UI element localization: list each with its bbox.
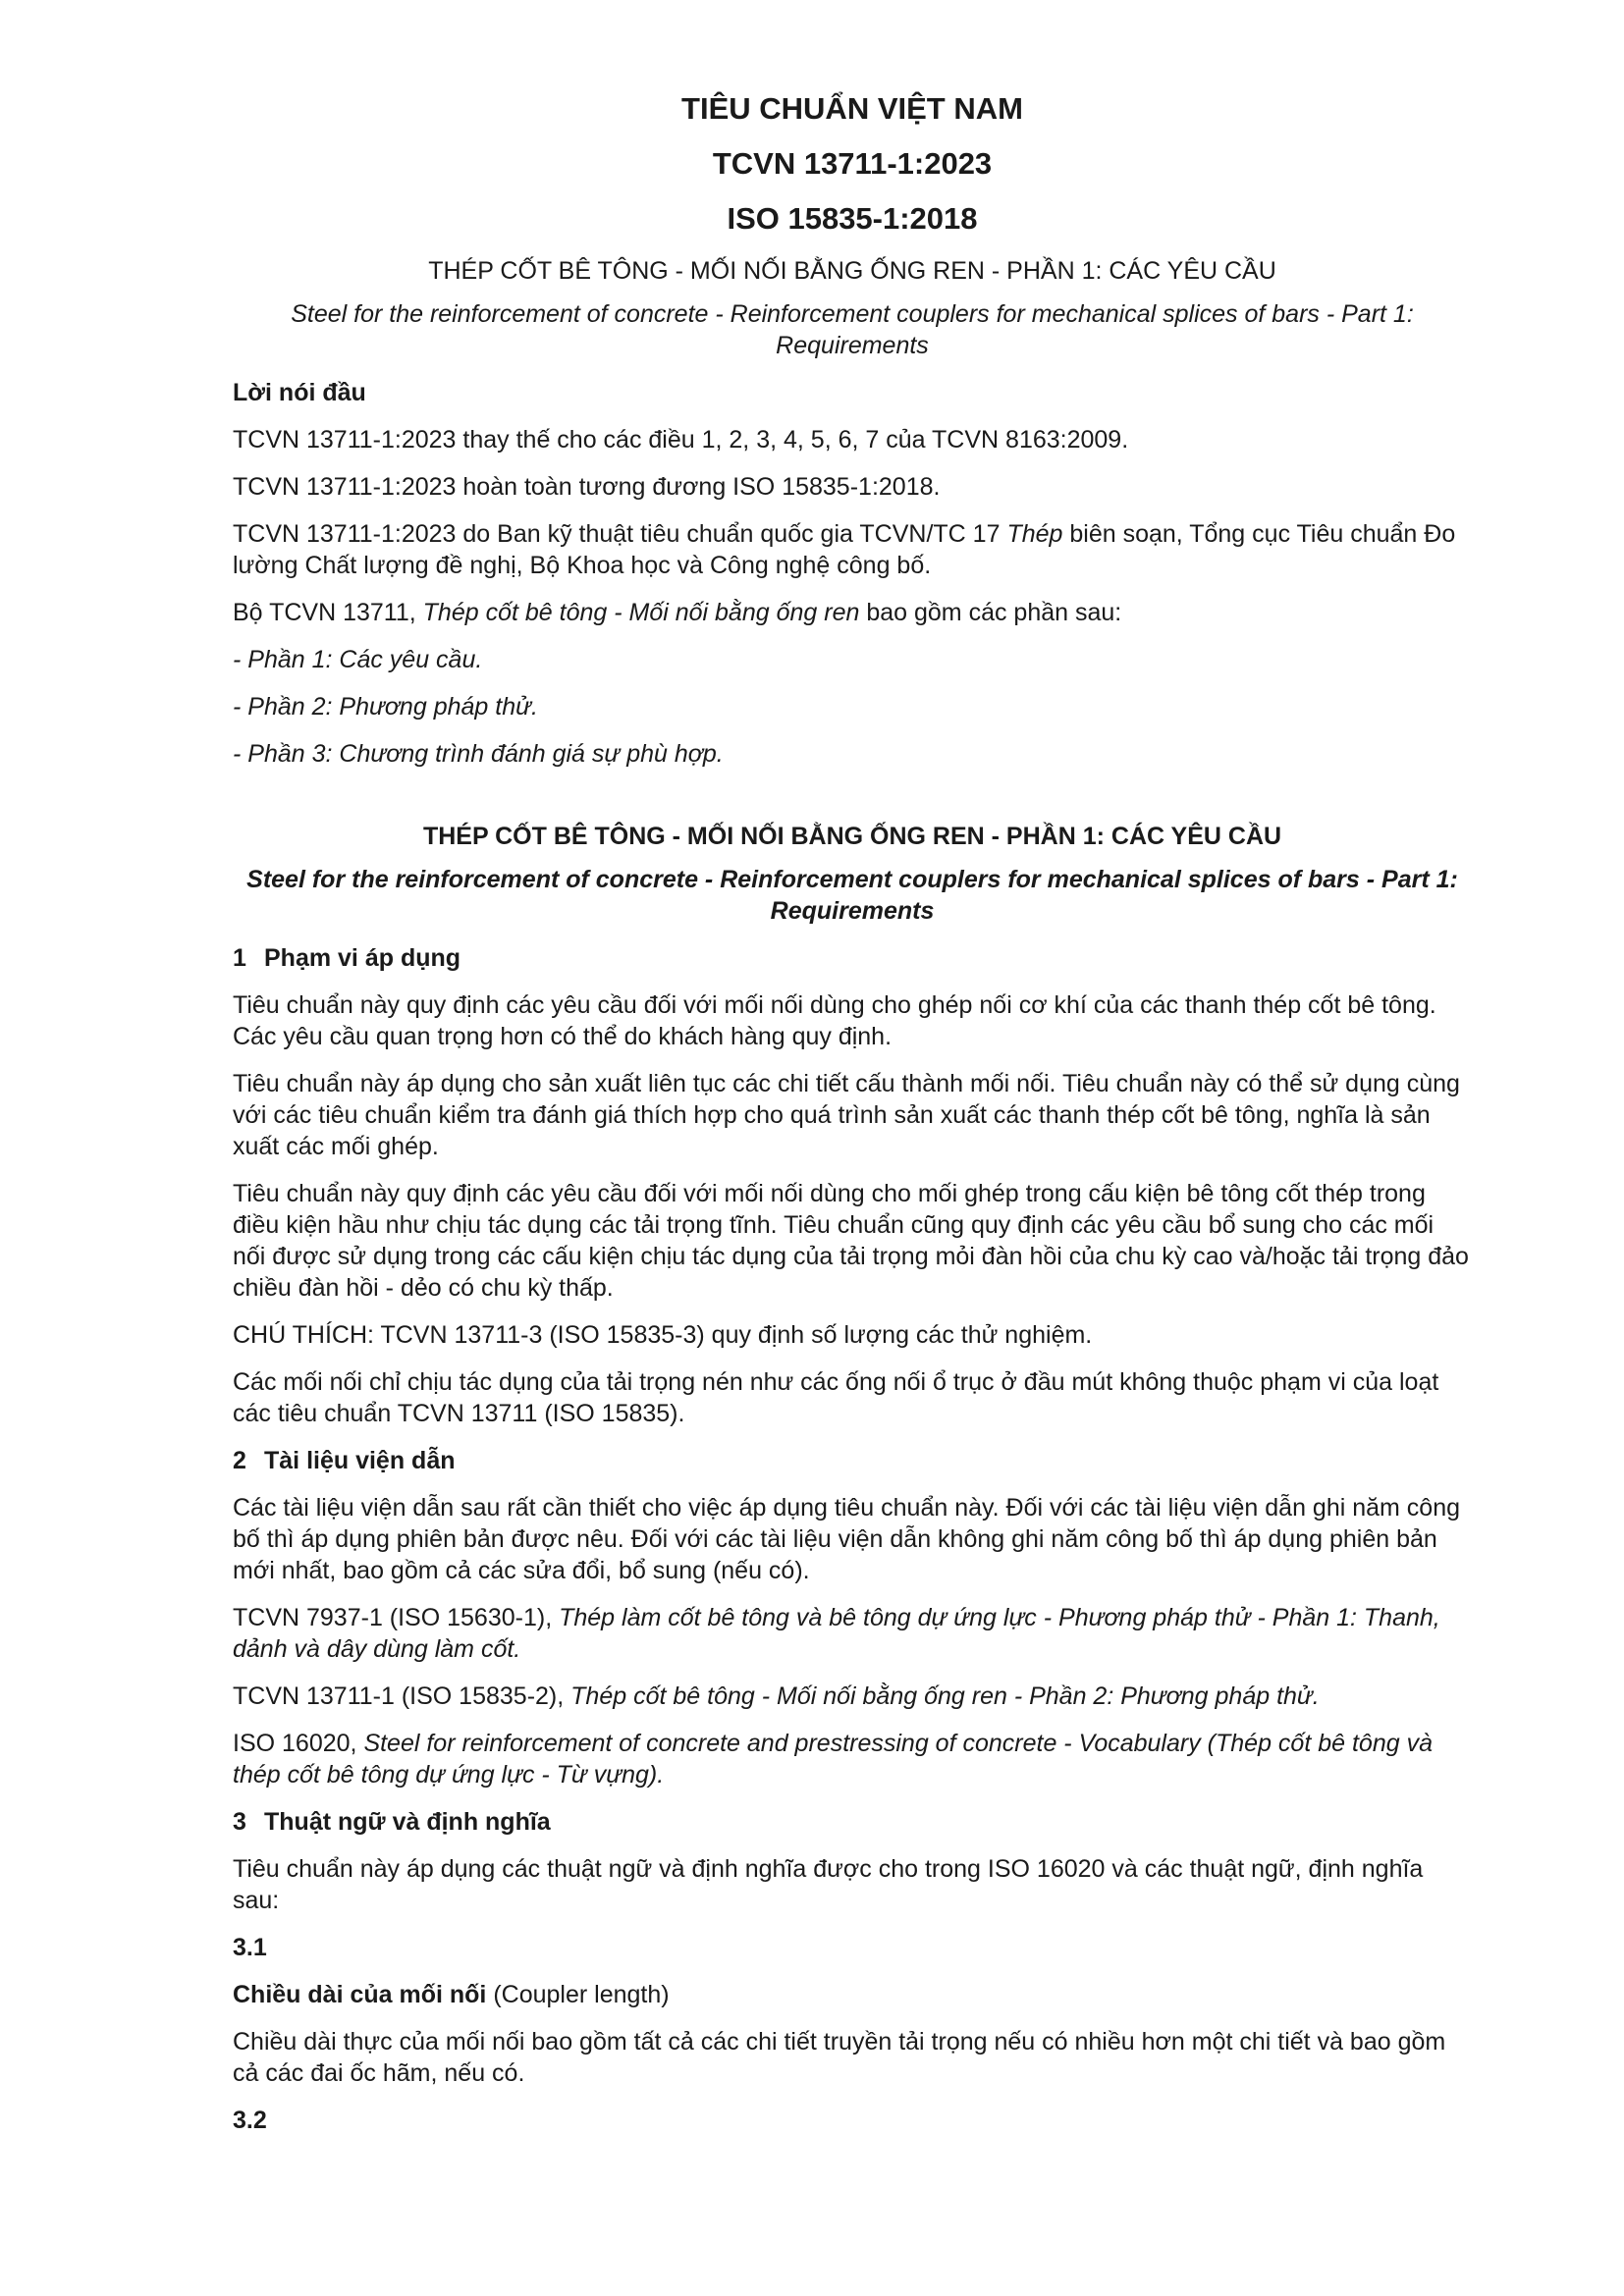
section-title: Phạm vi áp dụng: [264, 944, 461, 972]
text-run: TCVN 13711-1 (ISO 15835-2),: [233, 1682, 571, 1710]
section-paragraph: Tiêu chuẩn này quy định các yêu cầu đối với mối nối dùng cho ghép nối cơ khí của các thanh thép cốt bê tông. Các yêu cầu quan trọng hơn có thể do khách hàng quy định.: [233, 991, 1436, 1050]
section-3-heading: [233, 1806, 1472, 1838]
text-run: ISO 16020,: [233, 1730, 364, 1757]
text-run-italic: Steel for reinforcement of concrete and prestressing of concrete - Vocabulary (Thép cốt bê tông và thép cốt bê tông dự ứng lực - Từ vựng).: [233, 1730, 1433, 1789]
section-paragraph: Tiêu chuẩn này quy định các yêu cầu đối với mối nối dùng cho mối ghép trong cấu kiện bê tông cốt thép trong điều kiện hầu như chịu tác dụng các tải trọng tĩnh. Tiêu chuẩn cũng quy định các yêu cầu bổ sung cho các mối nối được sử dụng trong các cấu kiện chịu tác dụng của tải trọng mỏi đàn hồi của chu kỳ cao và/hoặc tải trọng đảo chiều đàn hồi - dẻo có chu kỳ thấp.: [233, 1180, 1469, 1302]
part-list-item: [233, 644, 1472, 675]
term-number: 3.1: [233, 1934, 267, 1961]
term-name: Chiều dài của mối nối: [233, 1981, 487, 2008]
main-title-vi: THÉP CỐT BÊ TÔNG - MỐI NỐI BẰNG ỐNG REN - PHẦN 1: CÁC YÊU CẦU: [422, 823, 1282, 850]
iso-number-heading: ISO 15835-1:2018: [727, 201, 978, 236]
text-run: TCVN 13711-1:2023 do Ban kỹ thuật tiêu chuẩn quốc gia TCVN/TC 17: [233, 520, 1007, 548]
section-paragraph: Tiêu chuẩn này áp dụng các thuật ngữ và định nghĩa được cho trong ISO 16020 và các thuật ngữ, định nghĩa sau:: [233, 1855, 1424, 1914]
section-number: 2: [233, 1447, 246, 1474]
main-title-en: Steel for the reinforcement of concrete - Reinforcement couplers for mechanical splices of bars - Part 1: Requirements: [246, 866, 1458, 925]
document-subtitle-en: Steel for the reinforcement of concrete - Reinforcement couplers for mechanical splices of bars - Part 1: Requirements: [291, 300, 1414, 359]
standard-country-heading: TIÊU CHUẨN VIỆT NAM: [681, 91, 1023, 126]
section-paragraph: Các tài liệu viện dẫn sau rất cần thiết cho việc áp dụng tiêu chuẩn này. Đối với các tài liệu viện dẫn ghi năm công bố thì áp dụng phiên bản được nêu. Đối với các tài liệu viện dẫn không ghi năm công bố thì áp dụng phiên bản mới nhất, bao gồm cả các sửa đổi, bổ sung (nếu có).: [233, 1494, 1461, 1584]
term-number: 3.2: [233, 2107, 267, 2134]
text-run: Bộ TCVN 13711,: [233, 599, 423, 626]
term-definition: Chiều dài thực của mối nối bao gồm tất cả các chi tiết truyền tải trọng nếu có nhiều hơn một chi tiết và bao gồm cả các đai ốc hãm, nếu có.: [233, 2028, 1446, 2087]
text-run-italic: Thép làm cốt bê tông và bê tông dự ứng lực - Phương pháp thử - Phần 1: Thanh, dảnh và dây dùng làm cốt.: [233, 1604, 1440, 1663]
text-run-italic: Thép cốt bê tông - Mối nối bằng ống ren: [422, 599, 860, 626]
foreword-paragraph: [233, 597, 1472, 628]
section-2-heading: [233, 1445, 1472, 1476]
text-run-italic: Thép cốt bê tông - Mối nối bằng ống ren - Phần 2: Phương pháp thử.: [570, 1682, 1320, 1710]
foreword-paragraph: TCVN 13711-1:2023 thay thế cho các điều 1, 2, 3, 4, 5, 6, 7 của TCVN 8163:2009.: [233, 426, 1129, 454]
section-paragraph: Các mối nối chỉ chịu tác dụng của tải trọng nén như các ống nối ổ trục ở đầu mút không thuộc phạm vi của loạt các tiêu chuẩn TCVN 13711 (ISO 15835).: [233, 1368, 1439, 1427]
text-run: biên soạn, Tổng cục Tiêu chuẩn Đo lường Chất lượng đề nghị, Bộ Khoa học và Công nghệ công bố.: [233, 520, 1456, 579]
term-english: (Coupler length): [486, 1981, 670, 2008]
text-run-italic: Thép: [1006, 520, 1063, 548]
document-subtitle-vi: THÉP CỐT BÊ TÔNG - MỐI NỐI BẰNG ỐNG REN - PHẦN 1: CÁC YÊU CẦU: [428, 257, 1276, 285]
document-page: [233, 90, 1472, 2152]
foreword-paragraph: [233, 518, 1472, 581]
note-paragraph: CHÚ THÍCH: TCVN 13711-3 (ISO 15835-3) quy định số lượng các thử nghiệm.: [233, 1321, 1093, 1349]
section-title: Thuật ngữ và định nghĩa: [264, 1808, 551, 1836]
reference-item: [233, 1681, 1472, 1712]
reference-item: [233, 1602, 1472, 1665]
part-list-item: [233, 691, 1472, 722]
text-run: TCVN 7937-1 (ISO 15630-1),: [233, 1604, 560, 1631]
section-title: Tài liệu viện dẫn: [264, 1447, 456, 1474]
section-1-heading: [233, 942, 1472, 974]
text-run: bao gồm các phần sau:: [859, 599, 1122, 626]
standard-number-heading: TCVN 13711-1:2023: [712, 146, 993, 181]
reference-item: [233, 1728, 1472, 1790]
part-list-item: [233, 738, 1472, 770]
foreword-heading: Lời nói đầu: [233, 379, 366, 406]
section-number: 1: [233, 944, 246, 972]
text-run-italic: - Phần 1: Các yêu cầu.: [233, 646, 483, 673]
section-number: 3: [233, 1808, 246, 1836]
term-heading: [233, 1979, 1472, 2010]
text-run-italic: - Phần 2: Phương pháp thử.: [233, 693, 538, 721]
section-paragraph: Tiêu chuẩn này áp dụng cho sản xuất liên tục các chi tiết cấu thành mối nối. Tiêu chuẩn này có thể sử dụng cùng với các tiêu chuẩn kiểm tra đánh giá thích hợp cho quá trình sản xuất các thanh thép cốt bê tông, nghĩa là sản xuất các mối ghép.: [233, 1070, 1460, 1160]
text-run-italic: - Phần 3: Chương trình đánh giá sự phù hợp.: [233, 740, 724, 768]
foreword-paragraph: TCVN 13711-1:2023 hoàn toàn tương đương ISO 15835-1:2018.: [233, 473, 941, 501]
